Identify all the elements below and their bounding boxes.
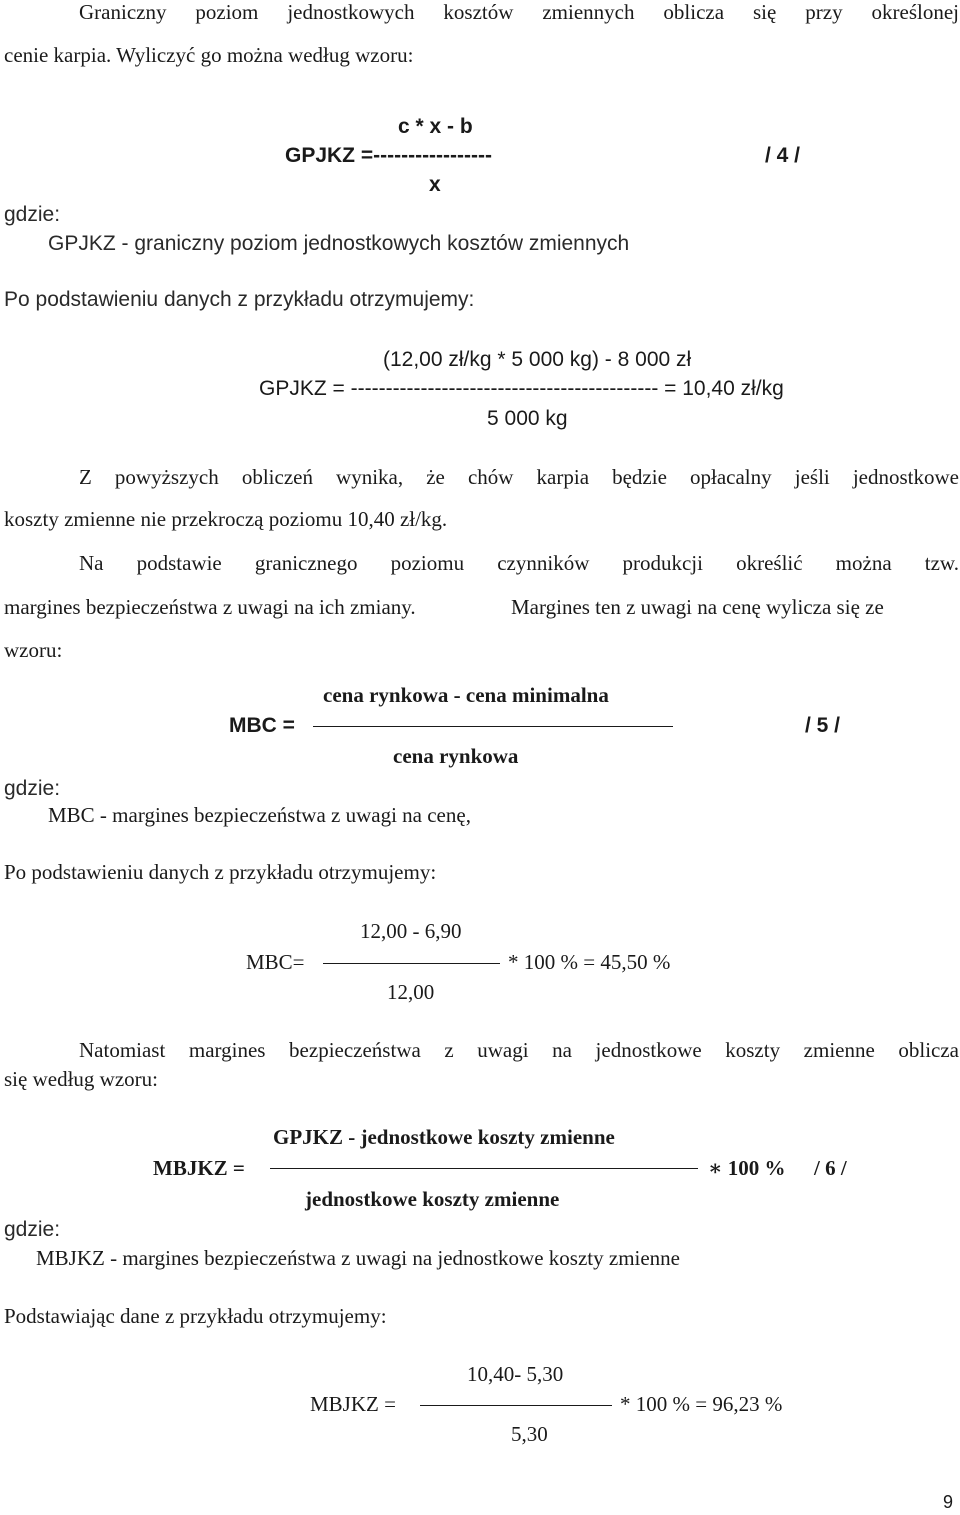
calc-3-lhs: MBJKZ = [310,1392,396,1416]
formula-6-numerator: GPJKZ - jednostkowe koszty zmienne [273,1125,615,1149]
calc-2-lhs: MBC= [246,950,305,974]
substitution-intro-2: Po podstawieniu danych z przykładu otrzymujemy: [4,860,437,884]
calc-1-numerator: (12,00 zł/kg * 5 000 kg) - 8 000 zł [383,348,692,371]
calc-3-numerator: 10,40- 5,30 [467,1362,564,1386]
paragraph-3-line-3: wzoru: [4,638,63,662]
paragraph-2-line-2: koszty zmienne nie przekroczą poziomu 10,40 zł/kg. [4,507,448,531]
formula-5-lhs: MBC = [229,714,295,737]
substitution-intro-1: Po podstawieniu danych z przykładu otrzymujemy: [4,288,475,311]
paragraph-3-line-2b: Margines ten z uwagi na cenę wylicza się ze [511,595,884,619]
calc-3-denominator: 5,30 [511,1422,548,1446]
calc-2-rhs: * 100 % = 45,50 % [508,950,671,974]
calc-1-denominator: 5 000 kg [487,407,568,430]
page-number: 9 [943,1492,954,1512]
formula-5-number: / 5 / [805,714,841,737]
calc-2-fraction-bar [323,963,500,964]
paragraph-1-line-2: cenie karpia. Wyliczyć go można według wzoru: [4,43,414,67]
formula-6-number: / 6 / [814,1156,847,1180]
where-label-3: gdzie: [4,1218,61,1241]
calc-2-numerator: 12,00 - 6,90 [360,919,462,943]
formula-6-multiplier: ∗ 100 % [708,1156,786,1180]
definition-mbc: MBC - margines bezpieczeństwa z uwagi na cenę, [48,803,471,827]
calc-2-denominator: 12,00 [387,980,435,1004]
substitution-intro-3: Podstawiając dane z przykładu otrzymujemy: [4,1304,387,1328]
calc-3-fraction-bar [420,1405,612,1406]
formula-4-numerator: c * x - b [398,115,473,138]
paragraph-3-line-1: Na podstawie granicznego poziomu czynników produkcji określić można tzw. [79,551,959,575]
paragraph-3-line-2a: margines bezpieczeństwa z uwagi na ich zmiany. [4,595,416,619]
where-label-2: gdzie: [4,777,61,800]
definition-gpjkz: GPJKZ - graniczny poziom jednostkowych kosztów zmiennych [48,232,630,255]
formula-6-lhs: MBJKZ = [153,1156,245,1180]
definition-mbjkz: MBJKZ - margines bezpieczeństwa z uwagi na jednostkowe koszty zmienne [36,1246,681,1270]
calc-3-rhs: * 100 % = 96,23 % [620,1392,783,1416]
paragraph-1-line-1: Graniczny poziom jednostkowych kosztów zmiennych oblicza się przy określonej [79,0,959,24]
formula-5-numerator: cena rynkowa - cena minimalna [323,683,609,707]
formula-6-fraction-bar [270,1168,698,1169]
paragraph-2-line-1: Z powyższych obliczeń wynika, że chów karpia będzie opłacalny jeśli jednostkowe [79,465,959,489]
formula-4-number: / 4 / [765,144,801,167]
formula-5-denominator: cena rynkowa [393,744,519,768]
formula-4-lhs: GPJKZ =----------------- [285,144,492,167]
where-label-1: gdzie: [4,203,61,226]
paragraph-4-line-1: Natomiast margines bezpieczeństwa z uwagi na jednostkowe koszty zmienne oblicza [79,1038,959,1062]
formula-6-denominator: jednostkowe koszty zmienne [305,1187,560,1211]
formula-4-denominator: x [429,173,441,196]
calc-1-line: GPJKZ = -------------------------------------------- = 10,40 zł/kg [259,377,784,400]
formula-5-fraction-bar [313,726,673,727]
paragraph-4-line-2: się według wzoru: [4,1067,158,1091]
